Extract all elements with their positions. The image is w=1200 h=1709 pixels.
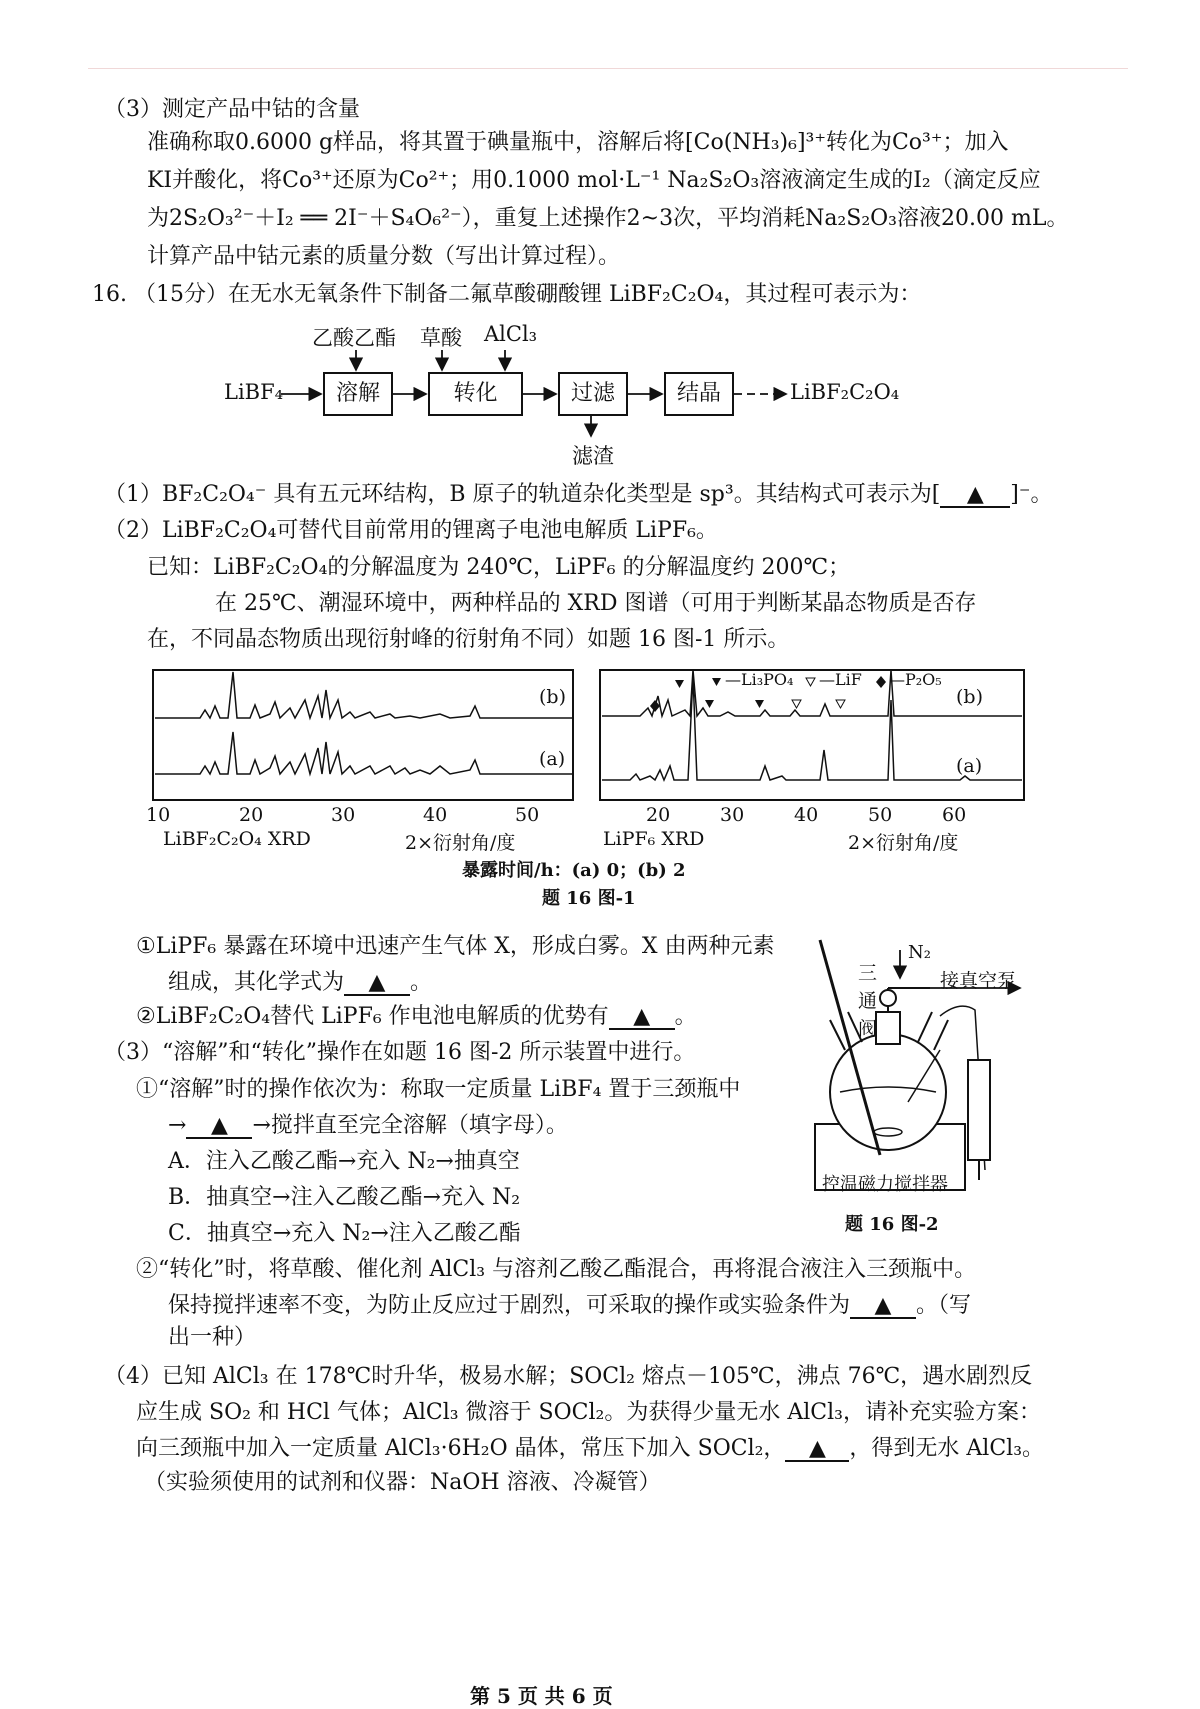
flow-step-crystallize: 结晶	[664, 372, 734, 416]
flow-reagent-oxalic-acid: 草酸	[420, 326, 462, 350]
flow-end-product: LiBF₂C₂O₄	[790, 380, 900, 404]
valve-label-1: 三	[858, 962, 878, 984]
syringe	[968, 1060, 990, 1160]
right-tick-40: 40	[794, 804, 819, 826]
flow-reagent-alcl3: AlCl₃	[484, 322, 538, 346]
exposure-legend: 暴露时间/h：(a) 0；(b) 2	[462, 860, 686, 881]
blank-mark: ▲	[874, 1293, 892, 1318]
right-tick-60: 60	[942, 804, 967, 826]
option-b: B．抽真空→注入乙酸乙酯→充入 N₂	[168, 1185, 521, 1210]
q16-2-known-3: 在，不同晶态物质出现衍射峰的衍射角不同）如题 16 图-1 所示。	[147, 627, 790, 652]
legend-p2o5: —P₂O₅	[889, 670, 942, 689]
left-tick-30: 30	[331, 804, 356, 826]
q16-3-heading: （3）“溶解”和“转化”操作在如题 16 图-2 所示装置中进行。	[104, 1040, 696, 1065]
left-axis-label: 2×衍射角/度	[405, 832, 516, 854]
flow-start-libf4: LiBF₄	[224, 380, 284, 404]
right-tick-20: 20	[646, 804, 671, 826]
q16-2-heading: （2）LiBF₂C₂O₄可替代目前常用的锂离子电池电解质 LiPF₆。	[104, 518, 718, 543]
blank-mark: ▲	[966, 482, 984, 507]
q15-3-line2: KI并酸化，将Co³⁺还原为Co²⁺；用0.1000 mol·L⁻¹ Na₂S₂O₃溶液滴定生成的I₂（滴定反应	[147, 168, 1041, 193]
q16-3-2b-end: 。（写	[916, 1293, 972, 1318]
left-tick-40: 40	[423, 804, 448, 826]
flow-step-filter: 过滤	[558, 372, 628, 416]
q16-3-1a: ①“溶解”时的操作依次为：称取一定质量 LiBF₄ 置于三颈瓶中	[136, 1077, 741, 1102]
flow-step-dissolve: 溶解	[323, 372, 393, 416]
vacuum-pump-label: 接真空泵	[940, 970, 1017, 992]
q16-2-known-2: 在 25℃、潮湿环境中，两种样品的 XRD 图谱（可用于判断某晶态物质是否存	[215, 591, 977, 616]
right-label-b: (b)	[956, 686, 983, 708]
legend-lif: —LiF	[819, 670, 862, 689]
q16-3-2b	[168, 1291, 971, 1321]
blank-mark: ▲	[368, 970, 386, 995]
figure-16-1-caption: 题 16 图-1	[542, 888, 636, 909]
q16-2-1b-text: 组成，其化学式为	[168, 970, 345, 995]
three-neck-flask	[830, 1034, 946, 1150]
q16-3-2a: ②“转化”时，将草酸、催化剂 AlCl₃ 与溶剂乙酸乙酯混合，再将混合液注入三颈瓶中。	[136, 1257, 977, 1282]
figure-16-2-caption: 题 16 图-2	[845, 1214, 939, 1235]
page-footer: 第 5 页 共 6 页	[470, 1684, 613, 1708]
q16-intro: 16. （15分）在无水无氧条件下制备二氟草酸硼酸锂 LiBF₂C₂O₄，其过程可表示为：	[92, 282, 922, 307]
q16-3-1b-pre: →	[168, 1113, 187, 1138]
q16-3-1b-post: →搅拌直至完全溶解（填字母）。	[252, 1113, 568, 1138]
q16-4-line3-end: ，得到无水 AlCl₃。	[849, 1436, 1045, 1461]
q16-4-line3-text: 向三颈瓶中加入一定质量 AlCl₃·6H₂O 晶体，常压下加入 SOCl₂，	[136, 1436, 786, 1461]
blank-mark: ▲	[808, 1436, 826, 1461]
blank-mark: ▲	[633, 1004, 651, 1029]
n2-label: N₂	[908, 942, 931, 963]
answer-blank-5[interactable]	[850, 1295, 916, 1319]
q15-3-line4: 计算产品中钴元素的质量分数（写出计算过程）。	[147, 244, 621, 269]
right-tick-50: 50	[868, 804, 893, 826]
stirrer-label: 控温磁力搅拌器	[822, 1174, 948, 1195]
q16-3-2b-text: 保持搅拌速率不变，为防止反应过于剧烈，可采取的操作或实验条件为	[168, 1293, 851, 1318]
q16-4-line1: （4）已知 AlCl₃ 在 178℃时升华，极易水解；SOCl₂ 熔点－105℃，沸点 76℃，遇水剧烈反	[104, 1364, 1033, 1389]
q16-4-line2: 应生成 SO₂ 和 HCl 气体；AlCl₃ 微溶于 SOCl₂。为获得少量无水 AlCl₃，请补充实验方案：	[136, 1400, 1041, 1425]
flow-step-convert: 转化	[428, 372, 523, 416]
valve-label-2: 通	[858, 990, 878, 1012]
right-label-a: (a)	[956, 755, 983, 777]
legend-li3po4: —Li₃PO₄	[725, 670, 794, 689]
left-chart-name: LiBF₂C₂O₄ XRD	[163, 828, 311, 850]
q16-1-end: ]⁻。	[1010, 482, 1053, 507]
left-tick-20: 20	[239, 804, 264, 826]
left-label-b: (b)	[539, 686, 566, 708]
three-way-valve	[880, 990, 896, 1006]
blank-mark: ▲	[210, 1113, 228, 1138]
q16-2-1b-end: 。	[410, 970, 433, 995]
option-a: A．注入乙酸乙酯→充入 N₂→抽真空	[168, 1149, 520, 1174]
flow-reagent-ethyl-acetate: 乙酸乙酯	[312, 326, 396, 350]
answer-blank-6[interactable]	[785, 1438, 849, 1462]
q15-3-heading: （3）测定产品中钴的含量	[104, 97, 360, 122]
q16-2-known: 已知：LiBF₂C₂O₄的分解温度为 240℃，LiPF₆ 的分解温度约 200℃；	[147, 555, 851, 580]
q15-3-line3: 为2S₂O₃²⁻＋I₂ ══ 2I⁻＋S₄O₆²⁻），重复上述操作2~3次，平均消耗Na₂S₂O₃溶液20.00 mL。	[147, 206, 1069, 231]
flow-residue: 滤渣	[572, 444, 614, 468]
q16-3-2c: 出一种）	[168, 1325, 257, 1350]
left-tick-50: 50	[515, 804, 540, 826]
right-axis-label: 2×衍射角/度	[848, 832, 959, 854]
q15-3-line1: 准确称取0.6000 g样品，将其置于碘量瓶中，溶解后将[Co(NH₃)₆]³⁺转化为Co³⁺；加入	[147, 130, 1009, 155]
q16-4-note: （实验须使用的试剂和仪器：NaOH 溶液、冷凝管）	[144, 1470, 661, 1495]
option-c: C．抽真空→充入 N₂→注入乙酸乙酯	[168, 1221, 521, 1246]
left-label-a: (a)	[539, 748, 566, 770]
q16-1-text: （1）BF₂C₂O₄⁻ 具有五元环结构，B 原子的轨道杂化类型是 sp³。其结构式可表示为[	[104, 482, 941, 507]
q16-4-line3	[136, 1434, 1044, 1464]
q16-2-2-end: 。	[674, 1004, 697, 1029]
valve-label-3: 阀	[858, 1018, 878, 1040]
q16-2-2-text: ②LiBF₂C₂O₄替代 LiPF₆ 作电池电解质的优势有	[136, 1004, 609, 1029]
right-chart-name: LiPF₆ XRD	[603, 828, 705, 850]
left-tick-10: 10	[146, 804, 171, 826]
q16-2-1a: ①LiPF₆ 暴露在环境中迅速产生气体 X，形成白雾。X 由两种元素	[136, 934, 775, 959]
right-tick-30: 30	[720, 804, 745, 826]
